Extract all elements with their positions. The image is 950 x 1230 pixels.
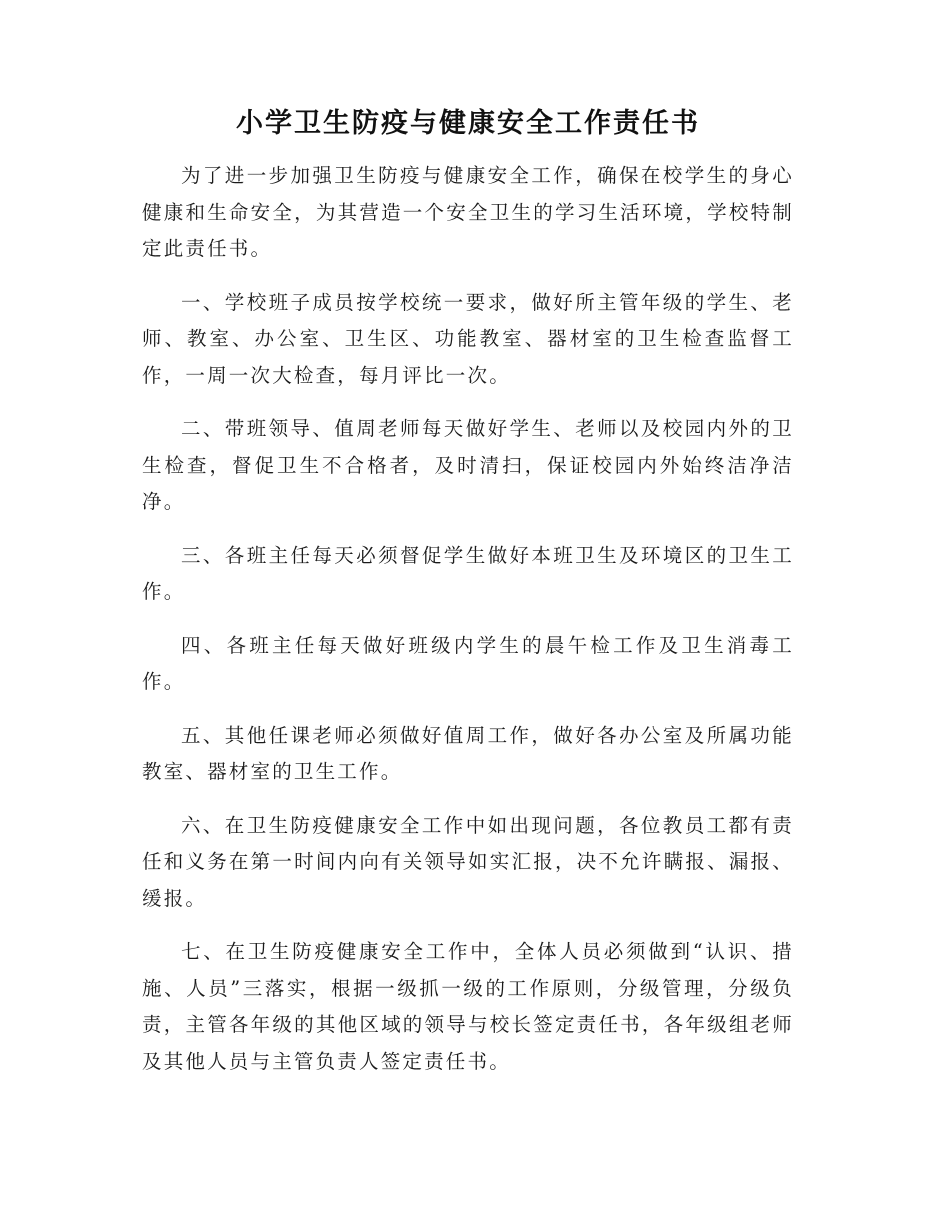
document-page (142, 104, 794, 1097)
document-title: 小学卫生防疫与健康安全工作责任书 (236, 108, 700, 139)
clause-4-paragraph: 四、各班主任每天做好班级内学生的晨午检工作及卫生消毒工作。 (142, 633, 794, 693)
intro-paragraph: 为了进一步加强卫生防疫与健康安全工作，确保在校学生的身心健康和生命安全，为其营造一个安全卫生的学习生活环境，学校特制定此责任书。 (142, 164, 794, 260)
clause-1-paragraph: 一、学校班子成员按学校统一要求，做好所主管年级的学生、老师、教室、办公室、卫生区、功能教室、器材室的卫生检查监督工作，一周一次大检查，每月评比一次。 (142, 290, 794, 387)
clause-6-paragraph: 六、在卫生防疫健康安全工作中如出现问题，各位教员工都有责任和义务在第一时间内向有关领导如实汇报，决不允许瞒报、漏报、缓报。 (142, 813, 794, 910)
clause-2-paragraph: 二、带班领导、值周老师每天做好学生、老师以及校园内外的卫生检查，督促卫生不合格者，及时清扫，保证校园内外始终洁净洁净。 (142, 417, 794, 513)
clause-5-paragraph: 五、其他任课老师必须做好值周工作，做好各办公室及所属功能教室、器材室的卫生工作。 (142, 723, 794, 783)
clause-7-paragraph: 七、在卫生防疫健康安全工作中，全体人员必须做到“认识、措施、人员”三落实，根据一级抓一级的工作原则，分级管理，分级负责，主管各年级的其他区域的领导与校长签定责任书，各年级组老师及其他人员与主管负责人签定责任书。 (142, 940, 794, 1073)
clause-3-paragraph: 三、各班主任每天必须督促学生做好本班卫生及环境区的卫生工作。 (142, 543, 794, 603)
